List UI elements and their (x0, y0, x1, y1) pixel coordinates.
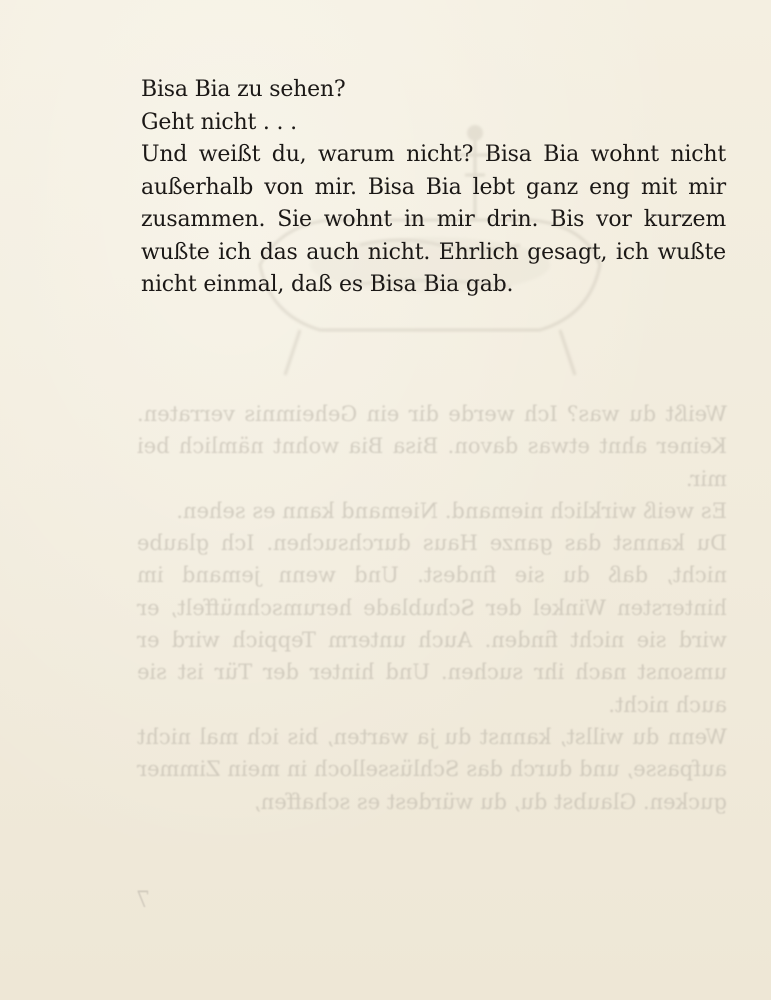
main-text (141, 74, 726, 302)
bleed-through-text (137, 398, 727, 818)
bleed-paragraph: Wenn du willst, kannst du ja warten, bis ich mal nicht aufpasse, und durch das Schlüsselloch in mein Zimmer gucken. Glaubst du, du würdest es schaffen, (137, 724, 727, 814)
bleed-paragraph: Es weiß wirklich niemand. Niemand kann es sehen. (176, 498, 727, 523)
bleed-paragraph: Du kannst das ganze Haus durchsuchen. Ich glaube nicht, daß du sie findest. Und wenn jemand im hintersten Winkel der Schublade herumschnüffelt, er wird sie nicht finden. Auch unterm Teppich wird er umsonst nach ihr suchen. Und hinter der Tür ist sie auch nicht. (137, 531, 727, 717)
paragraph: Bisa Bia zu sehen? (141, 77, 346, 102)
paragraph: Geht nicht . . . (141, 109, 297, 135)
bleed-paragraph: Weißt du was? Ich werde dir ein Geheimnis verraten. Keiner ahnt etwas davon. Bisa Bia wohnt nämlich bei mir. (137, 402, 727, 491)
paragraph: Und weißt du, warum nicht? Bisa Bia wohnt nicht außerhalb von mir. Bisa Bia lebt ganz eng mit mir zusammen. Sie wohnt in mir drin. Bis vor kurzem wußte ich das auch nicht. Ehrlich gesagt, ich wußte nicht einmal, daß es Bisa Bia gab. (141, 142, 726, 297)
bleed-page-number: 7 (136, 888, 150, 913)
